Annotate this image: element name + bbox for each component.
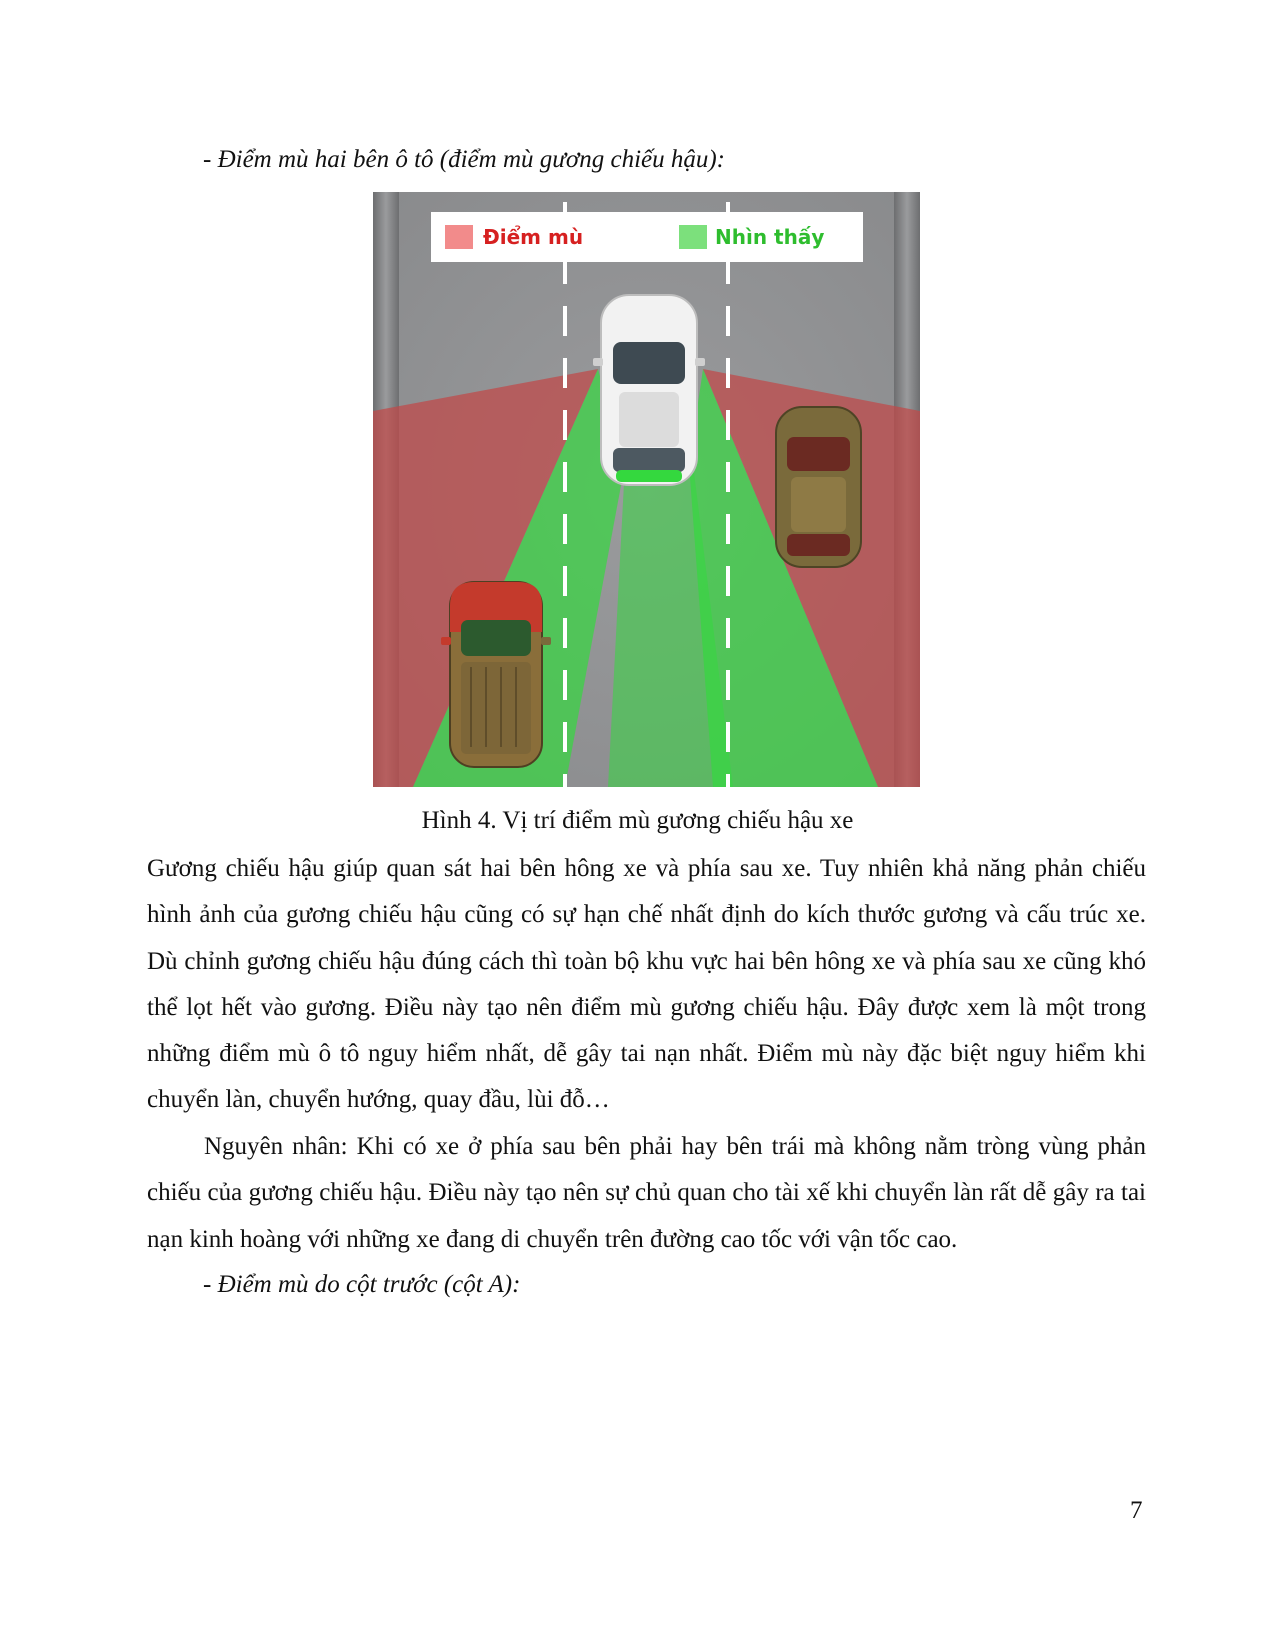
legend-blind-spot-label: Điểm mù xyxy=(483,225,584,249)
paragraph-mirror-blind-spot: Gương chiếu hậu giúp quan sát hai bên hông xe và phía sau xe. Tuy nhiên khả năng phản chiếu hình ảnh của gương chiếu hậu cũng có sự hạn chế nhất định do kích thước gương và cấu trúc xe. Dù chỉnh gương chiếu hậu đúng cách thì toàn bộ khu vực hai bên hông xe và phía sau xe cũng khó thể lọt hết vào gương. Điều này tạo nên điểm mù gương chiếu hậu. Đây được xem là một trong những điểm mù ô tô nguy hiểm nhất, dễ gây tai nạn nhất. Điểm mù này đặc biệt nguy hiểm khi chuyển làn, chuyển hướng, quay đầu, lùi đỗ… xyxy=(147,855,1146,1114)
figure-caption: Hình 4. Vị trí điểm mù gương chiếu hậu xe xyxy=(421,807,854,834)
legend-blind-spot-swatch xyxy=(445,225,473,249)
legend-visible-swatch xyxy=(679,225,707,249)
page-number: 7 xyxy=(1130,1497,1143,1524)
legend-visible-label: Nhìn thấy xyxy=(715,225,825,249)
paragraph-cause: Nguyên nhân: Khi có xe ở phía sau bên phải hay bên trái mà không nằm tròng vùng phản chiếu của gương chiếu hậu. Điều này tạo nên sự chủ quan cho tài xế khi chuyển làn rất dễ gây ra tai nạn kinh hoàng với những xe đang di chuyển trên đường cao tốc với vận tốc cao. xyxy=(147,1133,1146,1253)
main-car xyxy=(593,295,705,485)
section-heading-a-pillar: - Điểm mù do cột trước (cột A): xyxy=(203,1271,521,1298)
section-heading-side-blind-spot: - Điểm mù hai bên ô tô (điểm mù gương chiếu hậu): xyxy=(203,146,726,173)
side-car-left xyxy=(441,582,551,767)
blind-spot-figure xyxy=(373,192,920,787)
figure-legend xyxy=(431,212,863,262)
side-car-right xyxy=(776,407,861,567)
